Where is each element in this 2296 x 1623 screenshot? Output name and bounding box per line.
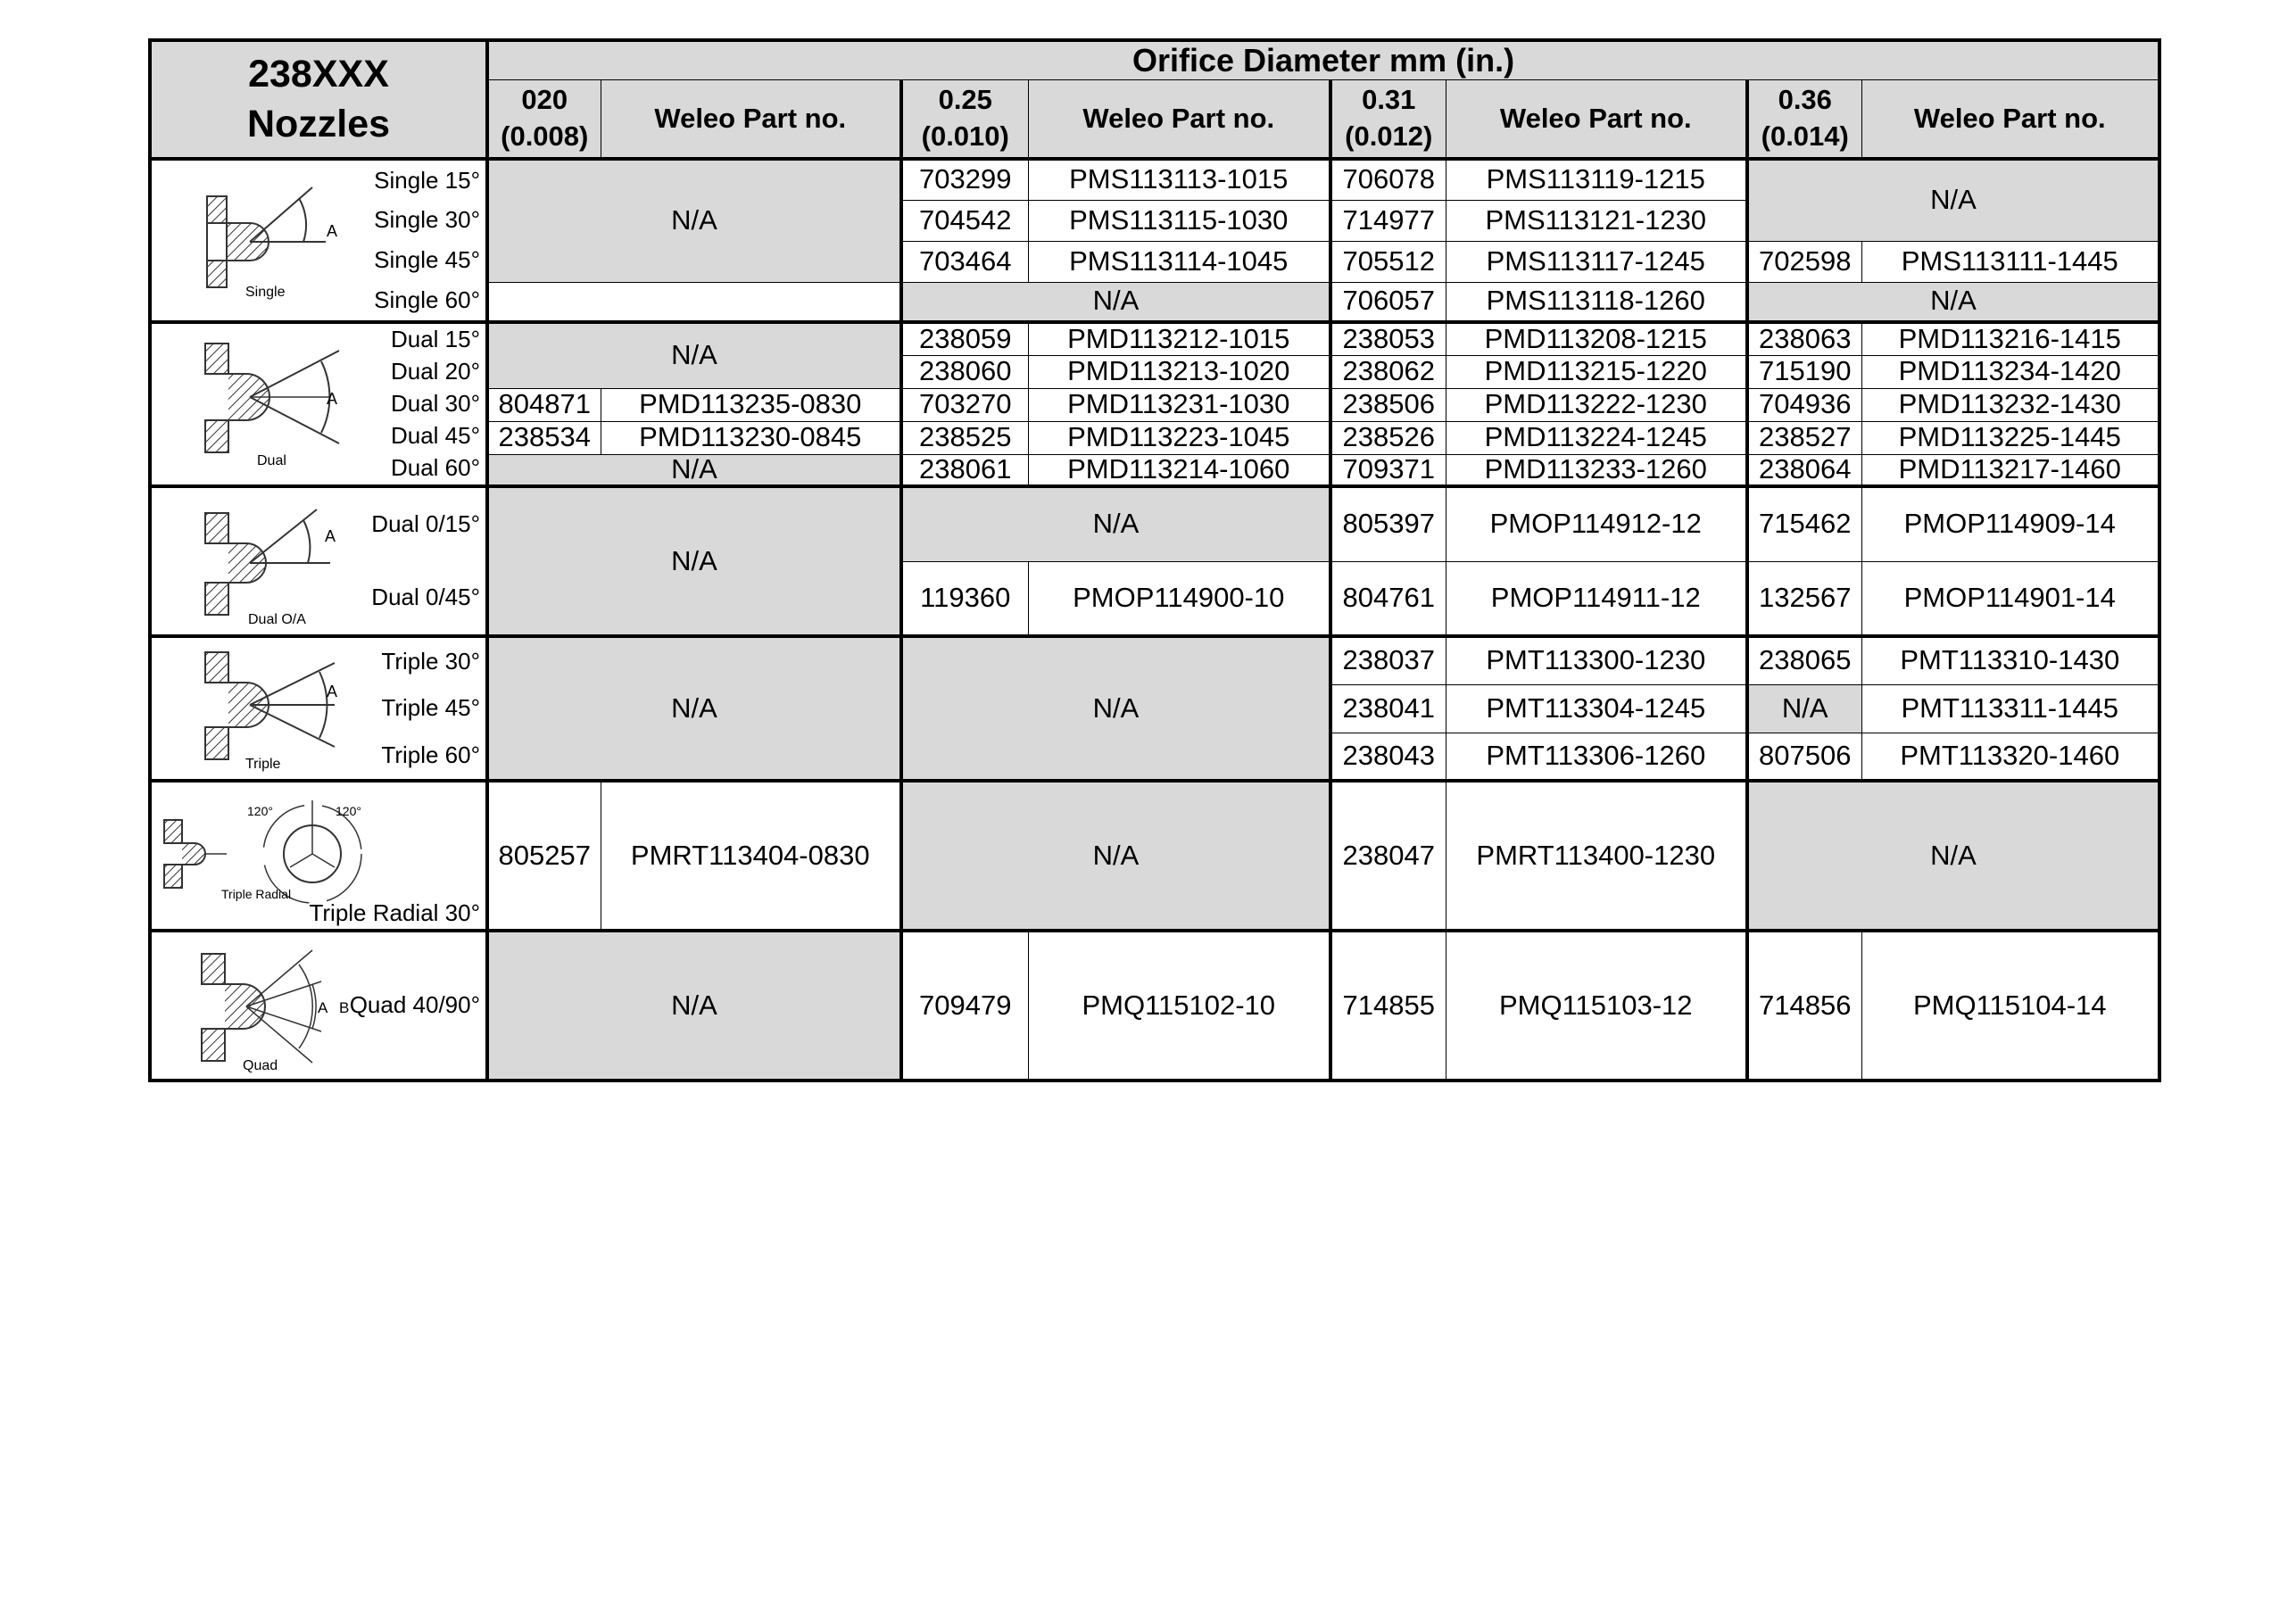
part-no-header: Weleo Part no. [601,80,901,160]
part-number: 238061 [901,454,1028,486]
svg-text:120°: 120° [247,804,273,818]
part-no-header: Weleo Part no. [1028,80,1330,160]
product-name: Nozzles [246,102,391,145]
part-number: 709479 [901,931,1028,1081]
weleo-part-number: PMOP114901-14 [1861,561,2159,636]
dual-type-cell [150,322,487,486]
table-row [150,931,2159,1081]
na-cell: N/A [487,486,901,636]
na-cell: N/A [487,159,901,282]
triple-radial-label-wrap: Triple Radial 30° [309,898,480,926]
weleo-part-number: PMD113212-1015 [1028,322,1330,355]
part-number: 238064 [1747,454,1861,486]
part-number: 805397 [1330,486,1446,561]
triple-angle-labels: Triple 30° Triple 45° Triple 60° [381,647,480,768]
weleo-part-number: PMD113233-1260 [1446,454,1747,486]
svg-text:A: A [327,222,338,240]
quad-caption: Quad [243,1058,278,1073]
weleo-part-number: PMD113225-1445 [1861,421,2159,454]
table-title [150,40,487,159]
weleo-part-number: PMQ115104-14 [1861,931,2159,1081]
quad-type-cell [150,931,487,1081]
part-number: 704936 [1747,388,1861,421]
dual-oa-angle-labels: Dual 0/15° Dual 0/45° [371,510,480,611]
weleo-part-number: PMT113304-1245 [1446,684,1747,733]
weleo-part-number: PMQ115103-12 [1446,931,1747,1081]
weleo-part-number: PMD113214-1060 [1028,454,1330,486]
part-number: 238527 [1747,421,1861,454]
weleo-part-number: PMD113213-1020 [1028,355,1330,388]
triple-caption: Triple [245,757,281,772]
single-type-cell [150,159,487,322]
na-cell: N/A [1747,282,2159,322]
na-cell: N/A [487,322,901,388]
part-number: 238525 [901,421,1028,454]
na-cell: N/A [901,636,1330,781]
na-cell: N/A [1747,781,2159,931]
part-number: 709371 [1330,454,1446,486]
part-number: 238506 [1330,388,1446,421]
part-number: 804871 [487,388,601,421]
size-036-header: 0.36 (0.014) [1747,80,1861,160]
part-no-header: Weleo Part no. [1861,80,2159,160]
svg-text:120°: 120° [336,804,361,818]
dual-nozzle-diagram [152,324,348,484]
na-cell: N/A [487,636,901,781]
part-number: 238043 [1330,733,1446,781]
part-number: 238059 [901,322,1028,355]
na-cell: N/A [487,454,901,486]
weleo-part-number: PMOP114900-10 [1028,561,1330,636]
table-row [150,159,2159,200]
na-cell: N/A [487,931,901,1081]
weleo-part-number: PMD113224-1245 [1446,421,1747,454]
part-no-header: Weleo Part no. [1446,80,1747,160]
weleo-part-number: PMS113121-1230 [1446,200,1747,241]
dual-oa-caption: Dual O/A [248,612,306,627]
table-row [150,322,2159,355]
weleo-part-number: PMD113223-1045 [1028,421,1330,454]
part-number: 703299 [901,159,1028,200]
part-number: 805257 [487,781,601,931]
weleo-part-number: PMD113230-0845 [601,421,901,454]
weleo-part-number: PMD113217-1460 [1861,454,2159,486]
part-number: 804761 [1330,561,1446,636]
table-row [150,781,2159,931]
weleo-part-number: PMD113234-1420 [1861,355,2159,388]
weleo-part-number: PMS113115-1030 [1028,200,1330,241]
part-number: 119360 [901,561,1028,636]
weleo-part-number: PMS113114-1045 [1028,241,1330,282]
weleo-part-number: PMS113118-1260 [1446,282,1747,322]
svg-text:A: A [327,390,338,408]
size-031-header: 0.31 (0.012) [1330,80,1446,160]
dual-angle-labels: Dual 15° Dual 20° Dual 30° Dual 45° Dual 60° [390,326,480,482]
weleo-part-number: PMT113300-1230 [1446,636,1747,684]
size-020-header: 020 (0.008) [487,80,601,160]
part-number: 238534 [487,421,601,454]
weleo-part-number: PMD113222-1230 [1446,388,1747,421]
part-number: 238041 [1330,684,1446,733]
part-number: 702598 [1747,241,1861,282]
part-number: 238526 [1330,421,1446,454]
weleo-part-number: PMD113215-1220 [1446,355,1747,388]
weleo-part-number: PMOP114912-12 [1446,486,1747,561]
na-cell: N/A [901,282,1330,322]
weleo-part-number: PMT113311-1445 [1861,684,2159,733]
orifice-diameter-header: Orifice Diameter mm (in.) [487,40,2159,80]
part-number: 714856 [1747,931,1861,1081]
triple-type-cell [150,636,487,781]
part-number: 715190 [1747,355,1861,388]
weleo-part-number: PMT113320-1460 [1861,733,2159,781]
single-caption: Single [245,285,286,300]
weleo-part-number: PMRT113400-1230 [1446,781,1747,931]
svg-text:A: A [327,683,338,700]
part-number: 238060 [901,355,1028,388]
part-number: 238065 [1747,636,1861,684]
part-number: 238062 [1330,355,1446,388]
part-number: 706078 [1330,159,1446,200]
weleo-part-number: PMD113232-1430 [1861,388,2159,421]
na-cell: N/A [1747,159,2159,241]
weleo-part-number: PMS113119-1215 [1446,159,1747,200]
svg-text:A: A [325,527,336,545]
weleo-part-number: PMD113208-1215 [1446,322,1747,355]
part-number: 706057 [1330,282,1446,322]
part-number: 132567 [1747,561,1861,636]
na-cell: N/A [901,486,1330,561]
size-025-header: 0.25 (0.010) [901,80,1028,160]
part-number: 807506 [1747,733,1861,781]
weleo-part-number: PMD113231-1030 [1028,388,1330,421]
part-number: 704542 [901,200,1028,241]
part-number: 238047 [1330,781,1446,931]
weleo-part-number: PMS113111-1445 [1861,241,2159,282]
weleo-part-number: PMQ115102-10 [1028,931,1330,1081]
part-number: 703270 [901,388,1028,421]
weleo-part-number: PMOP114911-12 [1446,561,1747,636]
svg-text:B: B [339,999,350,1016]
part-number: 238037 [1330,636,1446,684]
weleo-part-number: PMD113235-0830 [601,388,901,421]
na-cell: N/A [1747,684,1861,733]
part-number: 238053 [1330,322,1446,355]
empty-cell [487,282,901,322]
triple-radial-type-cell [150,781,487,931]
nozzle-part-table [148,38,2161,1082]
quad-label-wrap: Quad 40/90° [349,991,480,1019]
part-number: 703464 [901,241,1028,282]
part-number: 705512 [1330,241,1446,282]
weleo-part-number: PMRT113404-0830 [601,781,901,931]
weleo-part-number: PMT113310-1430 [1861,636,2159,684]
weleo-part-number: PMOP114909-14 [1861,486,2159,561]
na-cell: N/A [901,781,1330,931]
part-number: 715462 [1747,486,1861,561]
weleo-part-number: PMD113216-1415 [1861,322,2159,355]
single-angle-labels: Single 15° Single 30° Single 45° Single 60° [374,166,480,313]
weleo-part-number: PMT113306-1260 [1446,733,1747,781]
svg-text:A: A [318,999,328,1016]
weleo-part-number: PMS113113-1015 [1028,159,1330,200]
series-code: 238XXX [248,52,389,95]
dual-caption: Dual [257,453,286,468]
dual-oa-type-cell [150,486,487,636]
part-number: 714855 [1330,931,1446,1081]
table-row [150,486,2159,561]
weleo-part-number: PMS113117-1245 [1446,241,1747,282]
part-number: 238063 [1747,322,1861,355]
triple-radial-caption: Triple Radial [221,887,292,901]
part-number: 714977 [1330,200,1446,241]
table-row [150,636,2159,684]
